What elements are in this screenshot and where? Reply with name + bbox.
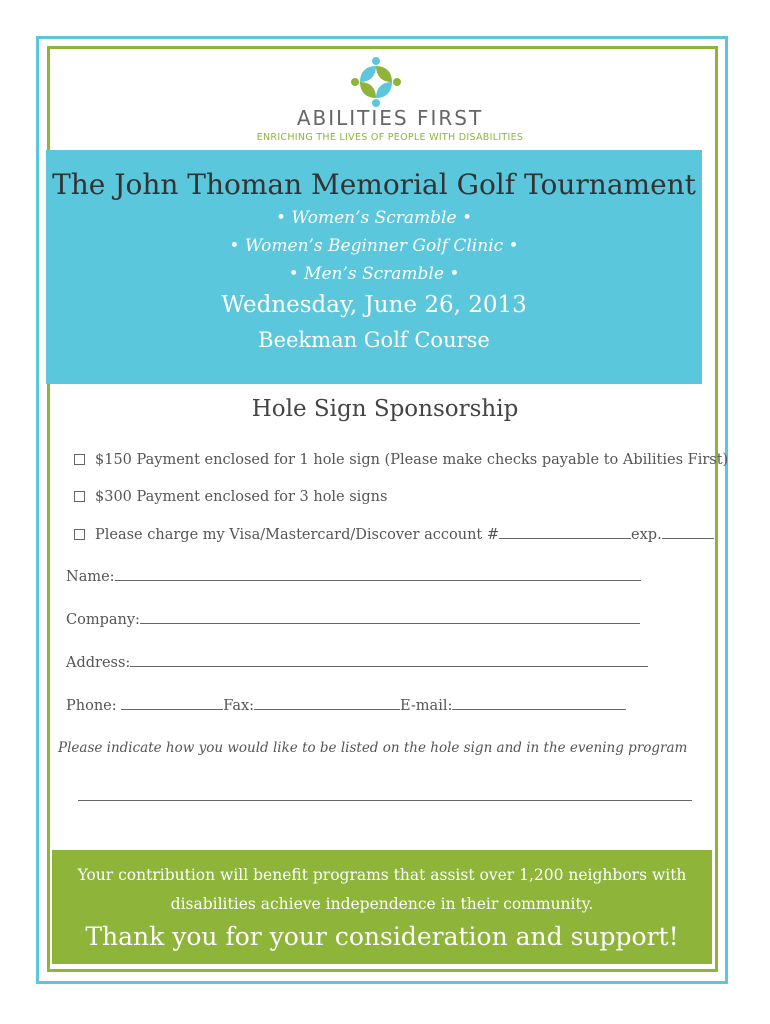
option-credit-card bbox=[74, 526, 714, 543]
event-title: The John Thoman Memorial Golf Tournament bbox=[52, 168, 696, 201]
account-number-field[interactable] bbox=[499, 526, 631, 539]
footer-thanks: Thank you for your consideration and support! bbox=[85, 922, 679, 951]
email-field[interactable] bbox=[452, 697, 626, 710]
name-row bbox=[66, 568, 641, 585]
address-field[interactable] bbox=[130, 654, 648, 667]
footer-line-2: disabilities achieve independence in their community. bbox=[170, 895, 594, 913]
event-venue: Beekman Golf Course bbox=[258, 328, 490, 352]
option-credit-card-checkbox[interactable] bbox=[74, 529, 85, 540]
phone-label: Phone: bbox=[66, 698, 117, 714]
event-line-mens-scramble: • Men’s Scramble • bbox=[288, 264, 460, 284]
event-line-womens-scramble: • Women’s Scramble • bbox=[275, 208, 472, 228]
logo-name: ABILITIES FIRST bbox=[296, 106, 484, 130]
fax-field[interactable] bbox=[254, 697, 400, 710]
option-300-label: $300 Payment enclosed for 3 hole signs bbox=[95, 489, 388, 505]
abilities-first-logo-icon bbox=[350, 56, 402, 108]
listing-instructions: Please indicate how you would like to be listed on the hole sign and in the evening program bbox=[58, 740, 688, 756]
option-150-label: $150 Payment enclosed for 1 hole sign (Please make checks payable to Abilities First) bbox=[95, 452, 729, 468]
option-300-checkbox[interactable] bbox=[74, 491, 85, 502]
fax-label: Fax: bbox=[223, 698, 255, 714]
contact-row bbox=[66, 697, 626, 714]
option-credit-card-label: Please charge my Visa/Mastercard/Discover account # bbox=[95, 527, 500, 543]
option-150 bbox=[74, 452, 728, 468]
event-title-panel bbox=[46, 150, 702, 384]
event-date: Wednesday, June 26, 2013 bbox=[221, 292, 527, 318]
footer-panel bbox=[52, 850, 712, 964]
phone-field[interactable] bbox=[121, 697, 223, 710]
option-150-checkbox[interactable] bbox=[74, 454, 85, 465]
event-line-beginner-clinic: • Women’s Beginner Golf Clinic • bbox=[229, 236, 519, 256]
name-field[interactable] bbox=[115, 568, 641, 581]
company-field[interactable] bbox=[140, 611, 640, 624]
address-row bbox=[66, 654, 648, 671]
exp-label: exp. bbox=[631, 527, 662, 543]
exp-field[interactable] bbox=[662, 526, 714, 539]
footer-line-1: Your contribution will benefit programs that assist over 1,200 neighbors with bbox=[77, 866, 687, 884]
company-row bbox=[66, 611, 640, 628]
email-label: E-mail: bbox=[400, 698, 453, 714]
listing-field[interactable] bbox=[78, 800, 692, 801]
option-300 bbox=[74, 489, 387, 505]
abilities-first-logo bbox=[240, 56, 540, 146]
address-label: Address: bbox=[66, 655, 131, 671]
name-label: Name: bbox=[66, 569, 115, 585]
logo-tagline: ENRICHING THE LIVES OF PEOPLE WITH DISABILITIES bbox=[256, 132, 524, 143]
company-label: Company: bbox=[66, 612, 140, 628]
section-title: Hole Sign Sponsorship bbox=[251, 396, 519, 422]
